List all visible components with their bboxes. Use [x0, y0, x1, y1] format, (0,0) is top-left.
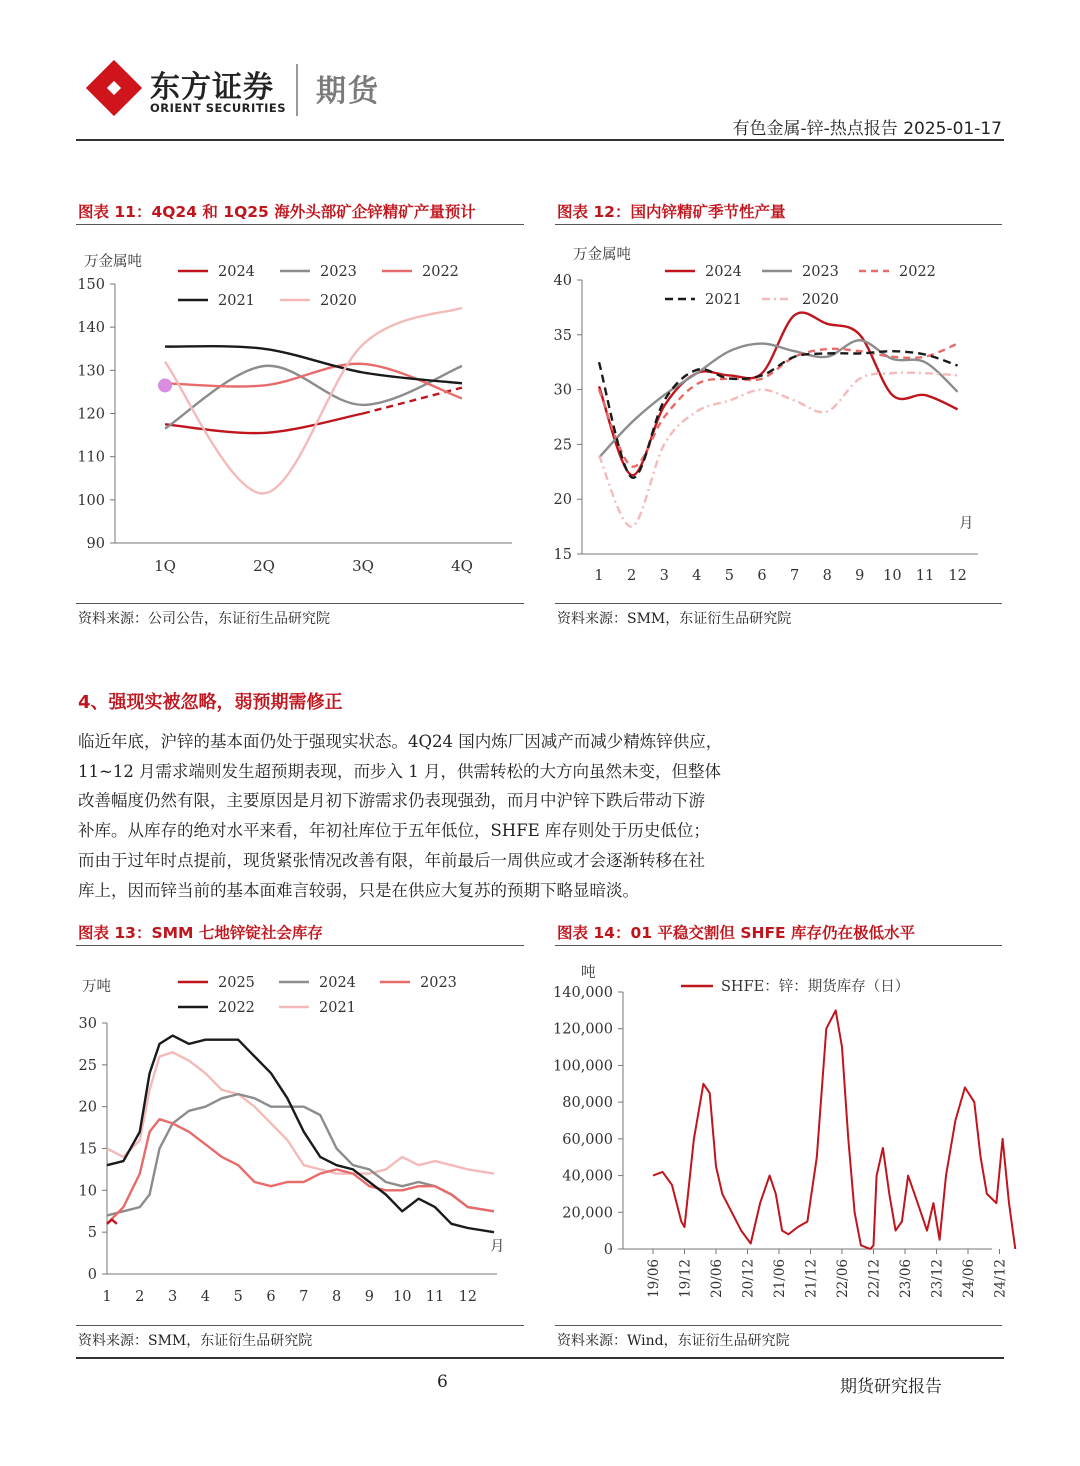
legend-label: 2021 [218, 293, 255, 309]
x-tick-label: 6 [266, 1289, 276, 1305]
x-axis-label: 月 [490, 1239, 505, 1255]
y-tick-label: 90 [86, 536, 105, 552]
y-tick-label: 110 [77, 449, 105, 466]
legend-label: 2020 [802, 292, 839, 308]
figure-11-chart [76, 226, 524, 602]
x-tick-label: 10 [392, 1289, 412, 1305]
x-tick-label: 19/12 [677, 1259, 694, 1298]
series-line-2023 [165, 366, 462, 429]
series-line-shfe [653, 1010, 1015, 1249]
figure-14-chart [553, 947, 1009, 1324]
x-tick-label: 20/12 [740, 1259, 757, 1298]
legend-label: 2021 [319, 1000, 356, 1016]
y-tick-label: 40 [553, 273, 572, 289]
header [0, 0, 1080, 140]
figure-11-source: 资料来源：公司公告，东证衍生品研究院 [78, 611, 330, 627]
x-tick-label: 8 [331, 1289, 342, 1305]
x-tick-label: 2 [135, 1289, 145, 1305]
y-tick-label: 15 [78, 1141, 97, 1158]
figure-12-title: 图表 12：国内锌精矿季节性产量 [557, 203, 786, 221]
paragraph-line: 改善幅度仍然有限，主要原因是月初下游需求仍表现强劲，而月中沪锌下跌后带动下游 [78, 791, 705, 811]
y-tick-label: 60,000 [562, 1131, 613, 1148]
x-tick-label: 11 [425, 1289, 445, 1305]
y-tick-label: 100,000 [553, 1058, 613, 1075]
header-rule [76, 139, 1004, 141]
y-tick-label: 140,000 [553, 985, 613, 1001]
figure-14-top-rule [555, 945, 1002, 946]
x-tick-label: 4Q [451, 557, 473, 575]
legend-label: SHFE：锌：期货库存（日） [721, 979, 910, 995]
figure-12-chart [555, 226, 1002, 602]
figure-12-source: 资料来源：SMM，东证衍生品研究院 [557, 611, 792, 627]
y-tick-label: 0 [87, 1267, 97, 1283]
y-tick-label: 35 [553, 327, 572, 344]
y-tick-label: 40,000 [562, 1168, 613, 1185]
series-line-2020 [165, 308, 462, 494]
y-tick-label: 20,000 [562, 1205, 613, 1222]
y-axis-label: 万金属吨 [84, 254, 142, 270]
figure-13-bottom-rule [76, 1325, 524, 1326]
x-tick-label: 22/12 [866, 1259, 883, 1298]
series-line-2025 [107, 1220, 117, 1224]
x-tick-label: 12 [458, 1289, 478, 1305]
x-tick-label: 7 [789, 568, 800, 584]
x-tick-label: 5 [724, 568, 735, 584]
x-tick-label: 21/06 [772, 1259, 788, 1298]
x-tick-label: 3 [167, 1289, 178, 1305]
y-axis-label: 万金属吨 [573, 247, 631, 263]
series-line-2022 [107, 1036, 494, 1233]
legend-label: 2024 [218, 264, 255, 280]
y-tick-label: 15 [553, 547, 572, 563]
x-tick-label: 23/06 [898, 1259, 914, 1298]
x-tick-label: 5 [233, 1289, 243, 1305]
x-tick-label: 23/12 [929, 1259, 946, 1298]
figure-13-top-rule [76, 945, 524, 946]
figure-13-source: 资料来源：SMM，东证衍生品研究院 [78, 1333, 313, 1349]
legend-label: 2023 [420, 975, 457, 991]
y-tick-label: 140 [77, 320, 105, 337]
report-meta: 有色金属-锌-热点报告 2025-01-17 [732, 119, 1002, 139]
legend-label: 2021 [705, 292, 742, 308]
x-tick-label: 24/06 [961, 1259, 977, 1298]
y-tick-label: 25 [553, 437, 572, 454]
paragraph-line: 临近年底，沪锌的基本面仍处于强现实状态。4Q24 国内炼厂因减产而减少精炼锌供应， [78, 732, 723, 751]
y-tick-label: 5 [87, 1225, 97, 1242]
highlight-marker [158, 378, 172, 392]
figure-13-title: 图表 13：SMM 七地锌锭社会库存 [78, 924, 323, 942]
y-tick-label: 120,000 [553, 1021, 613, 1038]
x-tick-label: 2 [626, 568, 637, 584]
legend-label: 2020 [320, 293, 357, 309]
division-label: 期货 [316, 74, 380, 109]
x-tick-label: 12 [948, 568, 967, 584]
series-line-2021 [599, 351, 958, 478]
figure-11-title: 图表 11：4Q24 和 1Q25 海外头部矿企锌精矿产量预计 [78, 203, 476, 221]
y-tick-label: 130 [77, 363, 105, 380]
x-tick-label: 2Q [253, 557, 275, 575]
y-axis-label: 万吨 [82, 979, 111, 995]
y-tick-label: 20 [553, 492, 572, 509]
section-title: 4、强现实被忽略，弱预期需修正 [78, 692, 343, 713]
figure-11-top-rule [76, 224, 524, 225]
x-tick-label: 19/06 [646, 1259, 662, 1298]
y-tick-label: 100 [77, 492, 105, 509]
paragraph-line: 11~12 月需求端则发生超预期表现，而步入 1 月，供需转松的大方向虽然未变，但整体 [78, 761, 722, 781]
y-tick-label: 0 [603, 1242, 613, 1258]
figure-14-bottom-rule [555, 1325, 1002, 1326]
y-axis-label: 吨 [581, 965, 596, 981]
x-tick-label: 4 [692, 568, 702, 584]
footer-rule [76, 1357, 1004, 1359]
x-tick-label: 4 [200, 1289, 211, 1305]
y-tick-label: 30 [553, 382, 572, 399]
page-number: 6 [437, 1372, 448, 1392]
figure-11-bottom-rule [76, 603, 524, 604]
x-tick-label: 3Q [352, 557, 374, 575]
paragraph-line: 补库。从库存的绝对水平来看，年初社库位于五年低位，SHFE 库存则处于历史低位； [78, 821, 710, 841]
series-line-2020 [599, 373, 958, 527]
y-tick-label: 25 [78, 1057, 97, 1074]
legend-label: 2025 [218, 975, 255, 991]
legend-label: 2024 [705, 264, 742, 280]
y-tick-label: 80,000 [562, 1095, 613, 1112]
x-tick-label: 9 [855, 568, 865, 584]
section-paragraph [78, 727, 808, 905]
x-tick-label: 6 [757, 568, 767, 584]
y-tick-label: 20 [78, 1099, 97, 1116]
x-tick-label: 1Q [154, 557, 176, 575]
paragraph-line: 而由于过年时点提前，现货紧张情况改善有限，年前最后一周供应或才会逐渐转移在社 [78, 850, 705, 870]
x-tick-label: 8 [822, 568, 832, 584]
footer-label: 期货研究报告 [840, 1377, 942, 1397]
legend-label: 2023 [802, 264, 839, 280]
legend-label: 2023 [320, 264, 357, 280]
legend-label: 2022 [422, 264, 459, 280]
figure-14-source: 资料来源：Wind，东证衍生品研究院 [557, 1333, 790, 1349]
x-axis-label: 月 [959, 516, 974, 532]
figure-12-bottom-rule [555, 603, 1002, 604]
x-tick-label: 1 [102, 1289, 112, 1305]
y-tick-label: 150 [77, 277, 105, 293]
y-tick-label: 10 [78, 1183, 97, 1200]
figure-13-chart [76, 947, 524, 1324]
x-tick-label: 21/12 [803, 1259, 820, 1298]
company-logo-icon [88, 62, 140, 114]
x-tick-label: 9 [364, 1289, 375, 1305]
legend-label: 2022 [899, 264, 936, 280]
x-tick-label: 24/12 [992, 1259, 1009, 1298]
series-line-2024 [599, 313, 958, 476]
figure-12-top-rule [555, 224, 1002, 225]
series-line-2024 [107, 1094, 494, 1215]
figure-14-title: 图表 14：01 平稳交割但 SHFE 库存仍在极低水平 [557, 924, 916, 942]
series-line-2024 [165, 414, 363, 434]
company-name-en: ORIENT SECURITIES [150, 101, 287, 115]
x-tick-label: 7 [299, 1289, 309, 1305]
company-name-cn: 东方证券 [150, 70, 274, 105]
x-tick-label: 10 [883, 568, 902, 584]
x-tick-label: 20/06 [709, 1259, 725, 1298]
x-tick-label: 11 [915, 568, 935, 584]
paragraph-line: 库上，因而锌当前的基本面难言较弱，只是在供应大复苏的预期下略显暗淡。 [78, 880, 639, 900]
logo-divider [296, 64, 298, 116]
legend-label: 2022 [218, 1000, 255, 1016]
x-tick-label: 3 [659, 568, 669, 584]
x-tick-label: 22/06 [835, 1259, 851, 1298]
series-line-2021 [165, 346, 462, 383]
series-line-2021 [107, 1052, 494, 1173]
x-tick-label: 1 [594, 568, 604, 584]
legend-label: 2024 [319, 975, 356, 991]
y-tick-label: 30 [78, 1016, 97, 1032]
y-tick-label: 120 [77, 406, 105, 423]
